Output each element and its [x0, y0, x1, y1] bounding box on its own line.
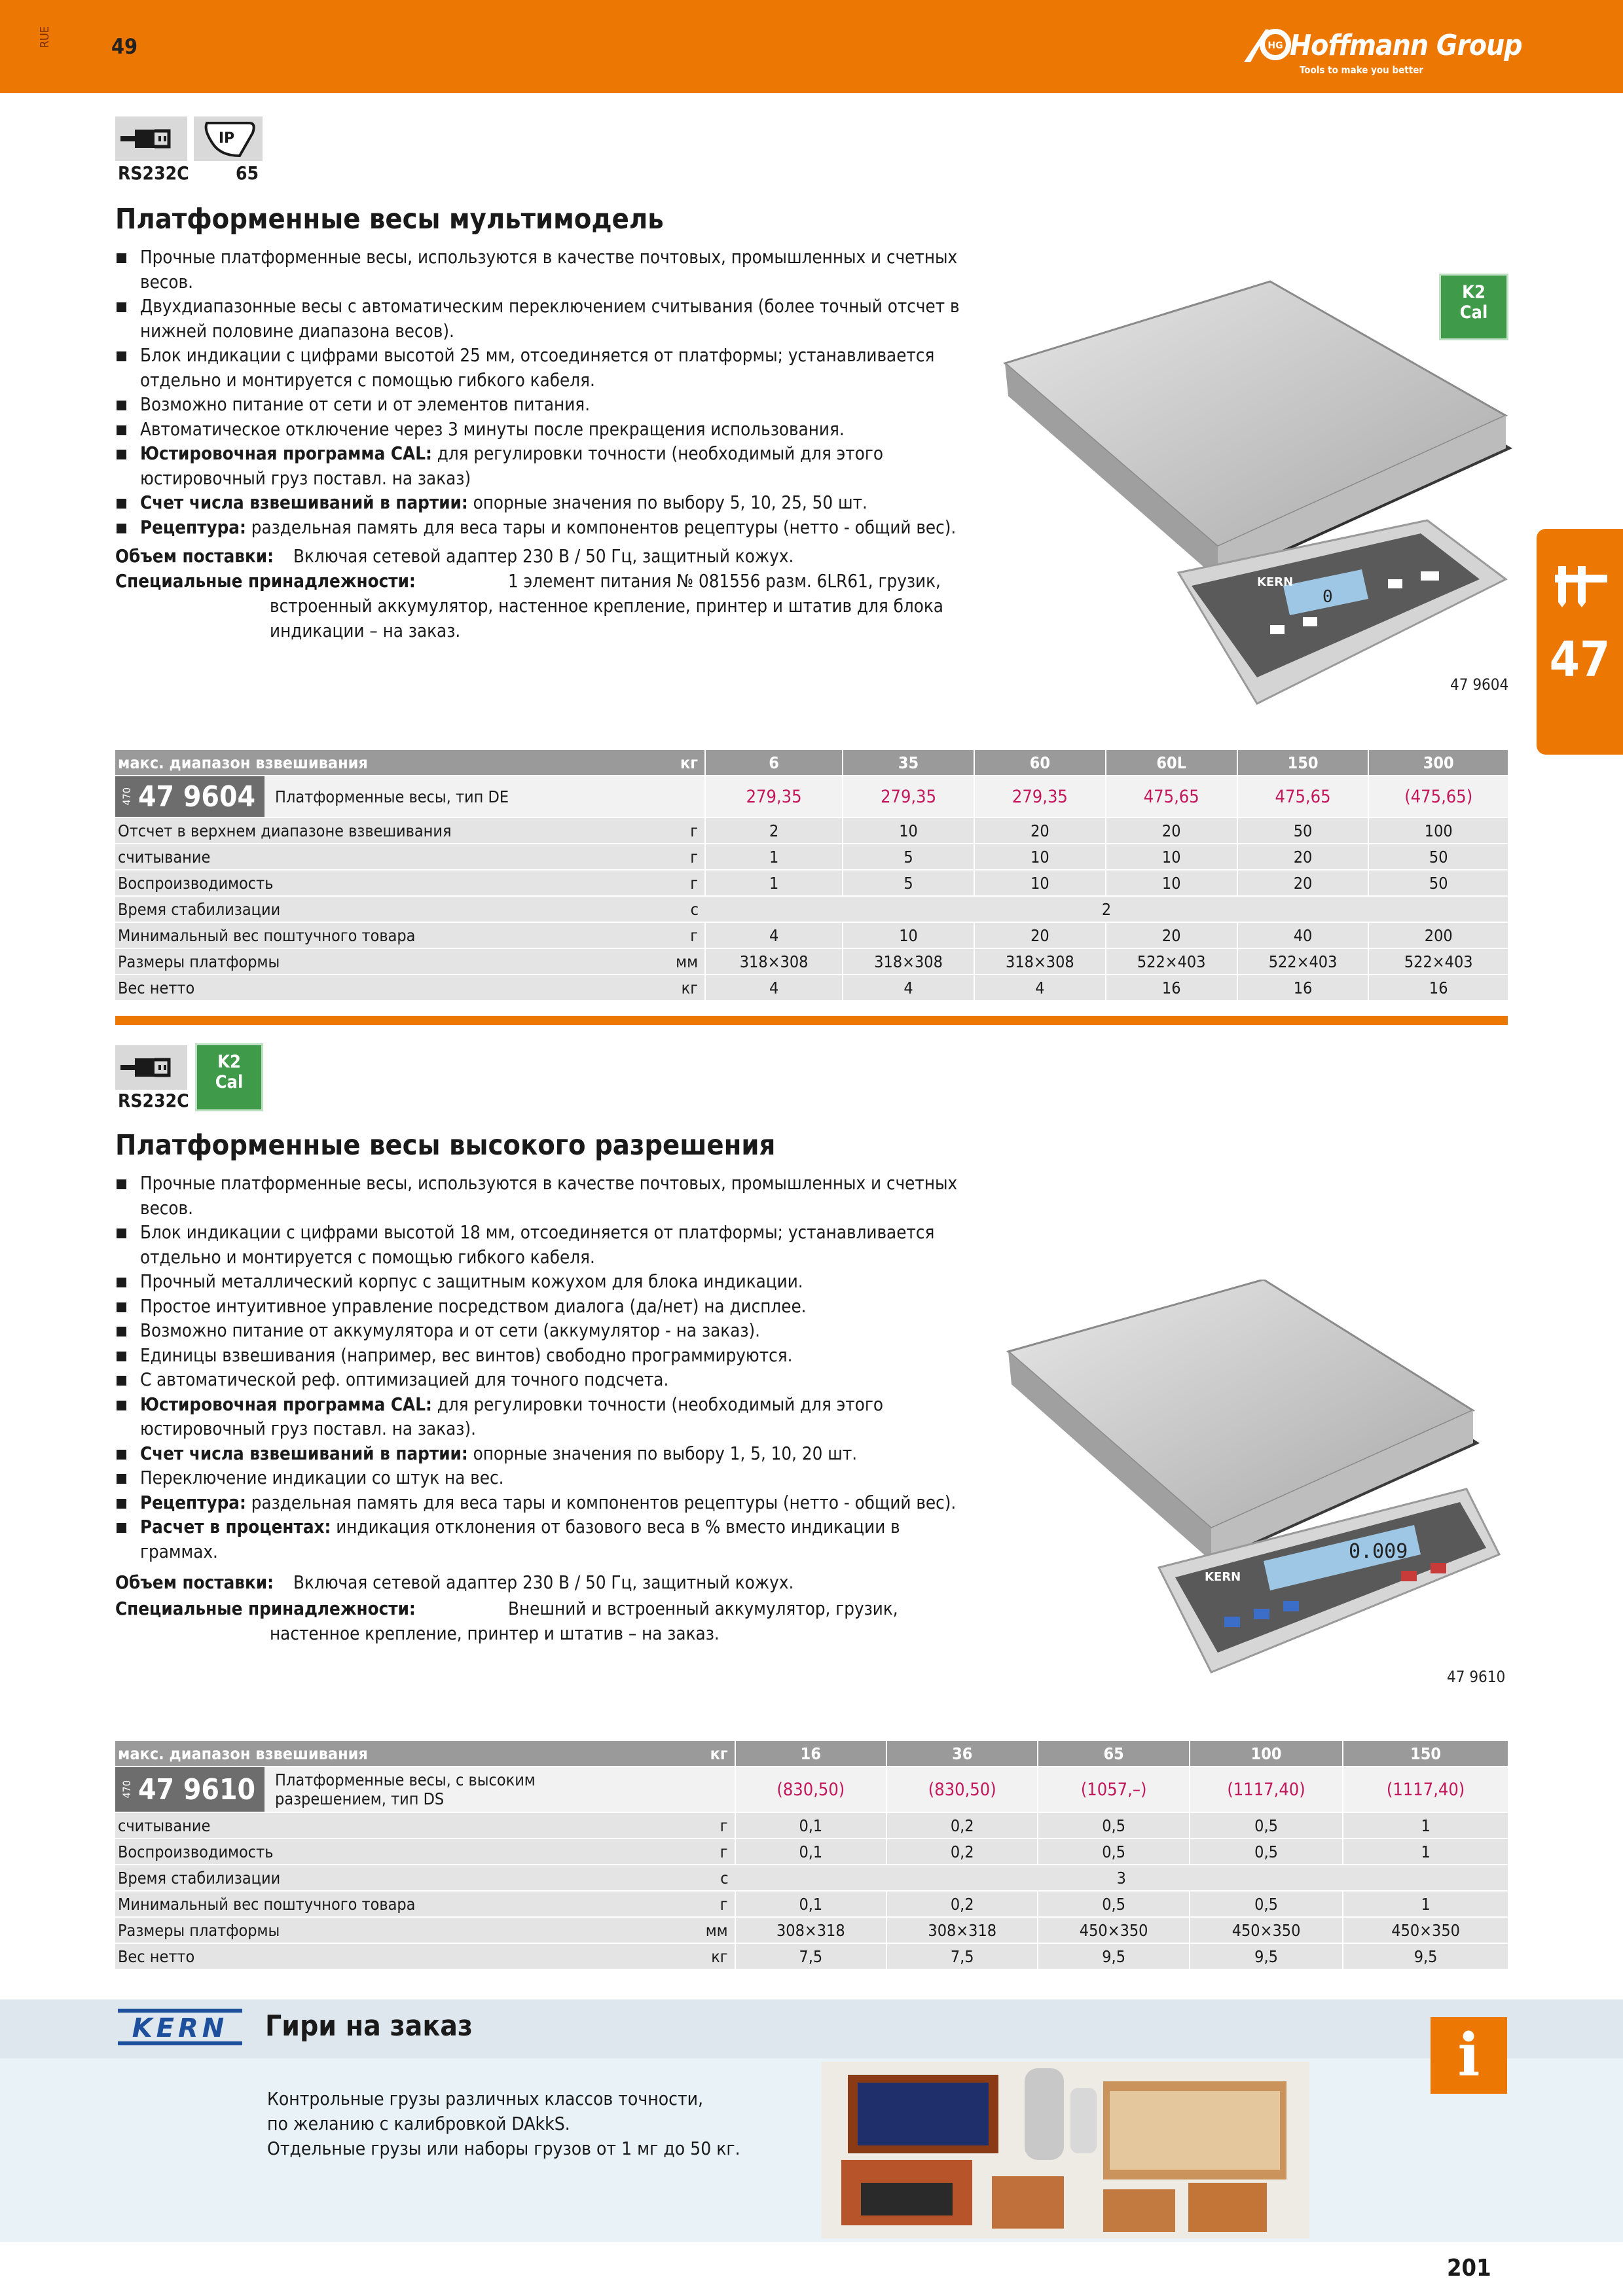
rs232-icon-box — [115, 1045, 187, 1090]
logo-name: Hoffmann Group — [1290, 29, 1522, 62]
table-row: Вес нетто кг 7,5 7,5 9,5 9,5 9,5 — [115, 1943, 1508, 1969]
weights-photo — [822, 2062, 1309, 2238]
delivery-text: Включая сетевой адаптер 230 В / 50 Гц, защитный кожух. — [293, 546, 794, 567]
image-caption: 47 9610 — [1447, 1668, 1506, 1686]
ip-icon-label: IP — [218, 130, 235, 147]
spec-table-de — [115, 750, 1508, 1001]
rs232-label: RS232C — [118, 162, 189, 184]
caliper-icon — [1552, 563, 1611, 609]
feature-item: Рецептура: раздельная память для веса тары и компонентов рецептуры (нетто - общий вес). — [117, 1491, 981, 1516]
section-divider — [115, 1016, 1508, 1025]
feature-item: Автоматическое отключение через 3 минуты после прекращения использования. — [117, 418, 981, 442]
article-description: Платформенные весы, с высоким разрешением, тип DS — [275, 1770, 536, 1808]
column-capacity: 150 — [1237, 750, 1369, 776]
price: (1117,40) — [1190, 1767, 1343, 1812]
table-row: Размеры платформы мм 318×308 318×308 318×308 522×403 522×403 522×403 — [115, 948, 1508, 975]
kern-description: Контрольные грузы различных классов точности, по желанию с калибровкой DAkkS. Отдельные грузы или наборы грузов от 1 мг до 50 кг. — [267, 2088, 740, 2159]
image-caption: 47 9604 — [1450, 675, 1509, 694]
column-capacity: 35 — [843, 750, 974, 776]
rs232-connector-icon — [115, 117, 187, 161]
feature-item: Рецептура: раздельная память для веса тары и компонентов рецептуры (нетто - общий вес). — [117, 516, 981, 541]
product1-features — [117, 245, 981, 540]
delivery-label: Объем поставки: — [115, 546, 274, 567]
table-header-unit: кг — [566, 750, 705, 776]
price: 475,65 — [1237, 776, 1369, 817]
logo-tagline: Tools to make you better — [1300, 64, 1424, 76]
column-capacity: 6 — [705, 750, 843, 776]
chapter-number: 47 — [1549, 632, 1611, 688]
column-capacity: 100 — [1190, 1741, 1343, 1767]
accessories-label: Специальные принадлежности: — [115, 571, 416, 592]
table-row: считывание г 1 5 10 10 20 50 — [115, 844, 1508, 870]
table-header-label: макс. диапазон взвешивания — [115, 750, 566, 776]
display-brand: KERN — [1257, 575, 1294, 589]
ip-icon-box — [194, 117, 263, 161]
feature-item: Блок индикации с цифрами высотой 25 мм, отсоединяется от платформы; устанавливается отдельно и монтируется с помощью гибкого кабеля. — [117, 344, 981, 393]
article-prefix: 470 — [120, 1780, 133, 1799]
delivery-label: Объем поставки: — [115, 1572, 274, 1593]
price: 279,35 — [705, 776, 843, 817]
delivery-text: Включая сетевой адаптер 230 В / 50 Гц, защитный кожух. — [293, 1572, 794, 1593]
feature-item: Переключение индикации со штук на вес. — [117, 1466, 981, 1491]
accessories-line1: Внешний и встроенный аккумулятор, грузик, — [508, 1598, 898, 1619]
accessories-label: Специальные принадлежности: — [115, 1598, 416, 1619]
column-capacity: 150 — [1343, 1741, 1508, 1767]
display-brand: KERN — [1205, 1570, 1241, 1584]
table-row: Вес нетто кг 4 4 4 16 16 16 — [115, 975, 1508, 1001]
k2-cal-badge — [195, 1043, 263, 1111]
price: (830,50) — [735, 1767, 886, 1812]
feature-item: Расчет в процентах: индикация отклонения от базового веса в % вместо индикации в граммах. — [117, 1515, 981, 1564]
feature-item: Счет числа взвешиваний в партии: опорные значения по выбору 5, 10, 25, 50 шт. — [117, 491, 981, 516]
table-row: Время стабилизации с 2 — [115, 896, 1508, 922]
price: (1057,–) — [1038, 1767, 1189, 1812]
scale-image-ds — [995, 1280, 1506, 1685]
table-row: Минимальный вес поштучного товара г 0,1 0,2 0,5 0,5 1 — [115, 1891, 1508, 1917]
hoffmann-logo-icon — [1243, 26, 1295, 65]
feature-item: Возможно питание от сети и от элементов питания. — [117, 393, 981, 418]
feature-item: Двухдиапазонные весы с автоматическим переключением считывания (более точный отсчет в нижней половине диапазона весов). — [117, 295, 981, 344]
feature-item: Прочные платформенные весы, используются в качестве почтовых, промышленных и счетных весов. — [117, 1172, 981, 1221]
display-reading: 0 — [1322, 587, 1333, 607]
column-capacity: 36 — [886, 1741, 1038, 1767]
table-row: Размеры платформы мм 308×318 308×318 450×350 450×350 450×350 — [115, 1917, 1508, 1943]
table-row: Минимальный вес поштучного товара г 4 10 20 20 40 200 — [115, 922, 1508, 948]
k2-badge-top: K2 — [217, 1052, 241, 1072]
ip-value: 65 — [236, 162, 259, 184]
feature-item: Юстировочная программа CAL: для регулировки точности (необходимый для этого юстировочный груз поставл. на заказ). — [117, 1393, 981, 1442]
price: (475,65) — [1368, 776, 1508, 817]
section-number: 49 — [111, 34, 138, 59]
page-number: 201 — [1447, 2255, 1491, 2282]
feature-item: Простое интуитивное управление посредством диалога (да/нет) на дисплее. — [117, 1295, 981, 1319]
product2-features — [117, 1172, 981, 1564]
column-capacity: 65 — [1038, 1741, 1189, 1767]
k2-badge-bottom: Cal — [1459, 302, 1488, 323]
price: (830,50) — [886, 1767, 1038, 1812]
feature-item: Счет числа взвешиваний в партии: опорные значения по выбору 1, 5, 10, 20 шт. — [117, 1442, 981, 1467]
scale-image-de — [995, 272, 1512, 717]
feature-item: Юстировочная программа CAL: для регулировки точности (необходимый для этого юстировочный груз поставл. на заказ) — [117, 442, 981, 491]
column-capacity: 300 — [1368, 750, 1508, 776]
accessories-line1: 1 элемент питания № 081556 разм. 6LR61, грузик, — [508, 571, 941, 592]
price: 475,65 — [1106, 776, 1237, 817]
k2-badge-bottom: Cal — [215, 1072, 244, 1092]
accessories-line2: настенное крепление, принтер и штатив – на заказ. — [270, 1623, 720, 1644]
feature-item: Единицы взвешивания (например, вес винтов) свободно программируются. — [117, 1344, 981, 1369]
feature-item: Прочные платформенные весы, используются в качестве почтовых, промышленных и счетных весов. — [117, 245, 981, 295]
rs232-label: RS232C — [118, 1090, 189, 1111]
rs232-icon-box — [115, 117, 187, 161]
feature-item: Прочный металлический корпус с защитным кожухом для блока индикации. — [117, 1270, 981, 1295]
table-row: считывание г 0,1 0,2 0,5 0,5 1 — [115, 1812, 1508, 1839]
product2-title: Платформенные весы высокого разрешения — [115, 1129, 776, 1162]
k2-badge-top: K2 — [1462, 282, 1486, 302]
info-icon[interactable]: i — [1431, 2017, 1507, 2094]
side-code: RUE — [38, 26, 52, 48]
product1-title: Платформенные весы мультимодель — [115, 203, 664, 236]
article-prefix: 470 — [120, 787, 133, 806]
display-reading: 0.009 — [1349, 1540, 1408, 1563]
kern-title: Гири на заказ — [265, 2009, 473, 2043]
article-description: Платформенные весы, тип DE — [275, 787, 509, 806]
ip-drop-icon — [194, 117, 263, 161]
table-row: Воспроизводимость г 0,1 0,2 0,5 0,5 1 — [115, 1839, 1508, 1865]
spec-table-ds — [115, 1741, 1508, 1970]
article-number: 47 9610 — [138, 1772, 256, 1806]
article-number: 47 9604 — [138, 780, 256, 814]
column-capacity: 16 — [735, 1741, 886, 1767]
table-row: Отсчет в верхнем диапазоне взвешивания г 2 10 20 20 50 100 — [115, 817, 1508, 844]
feature-item: Блок индикации с цифрами высотой 18 мм, отсоединяется от платформы; устанавливается отдельно и монтируется с помощью гибкого кабеля. — [117, 1221, 981, 1270]
table-header-unit: кг — [587, 1741, 735, 1767]
price: (1117,40) — [1343, 1767, 1508, 1812]
kern-logo-text: KERN — [132, 2013, 228, 2043]
kern-content-bg — [0, 2058, 1623, 2242]
table-row: Время стабилизации с 3 — [115, 1865, 1508, 1891]
accessories-line3: индикации – на заказ. — [270, 620, 461, 641]
table-header-label: макс. диапазон взвешивания — [115, 1741, 587, 1767]
rs232-connector-icon — [115, 1045, 187, 1090]
feature-item: Возможно питание от аккумулятора и от сети (аккумулятор - на заказ). — [117, 1319, 981, 1344]
column-capacity: 60L — [1106, 750, 1237, 776]
table-row: Воспроизводимость г 1 5 10 10 20 50 — [115, 870, 1508, 896]
feature-item: С автоматической реф. оптимизацией для точного подсчета. — [117, 1368, 981, 1393]
logo-mark: HG — [1267, 41, 1283, 51]
kern-logo-icon — [118, 2006, 249, 2049]
price: 279,35 — [974, 776, 1106, 817]
column-capacity: 60 — [974, 750, 1106, 776]
accessories-line2: встроенный аккумулятор, настенное крепление, принтер и штатив для блока — [270, 596, 943, 617]
price: 279,35 — [843, 776, 974, 817]
